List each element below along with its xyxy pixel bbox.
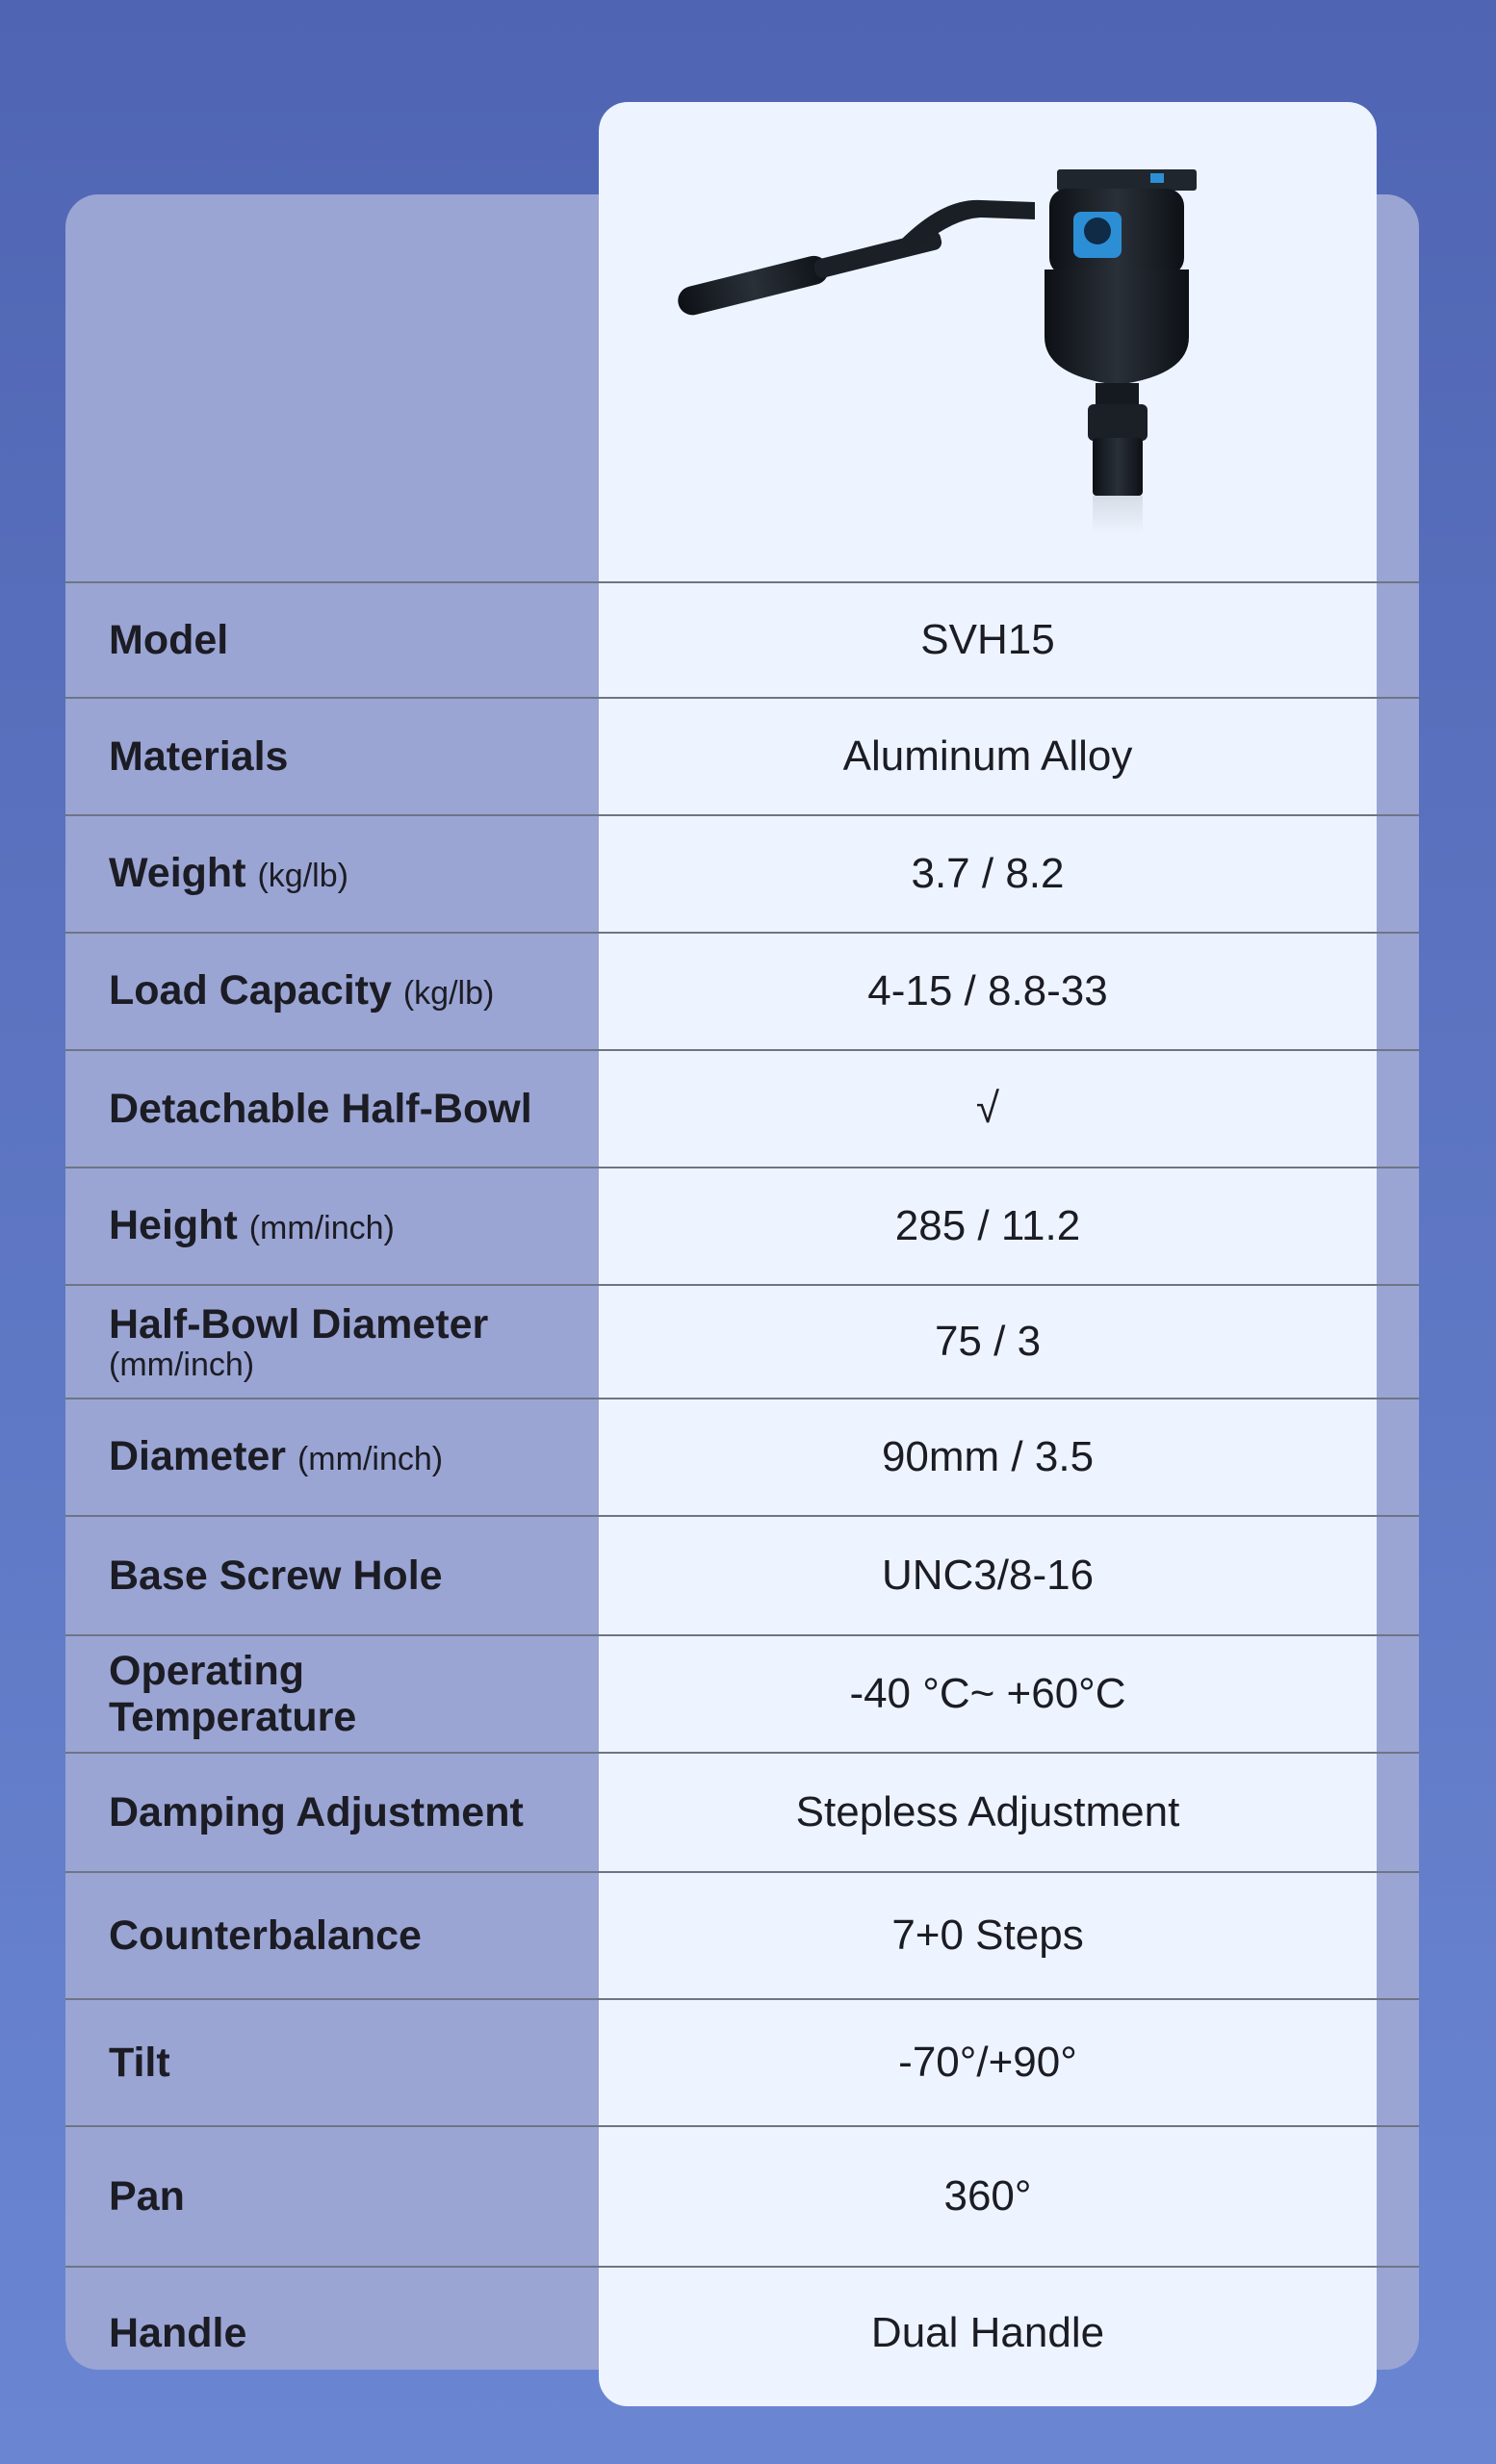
spec-row [65,2266,1419,2399]
spec-label [109,934,609,1049]
spec-label [109,1754,609,1871]
spec-row [65,1167,1419,1284]
spec-label [109,583,609,697]
spec-label [109,1286,609,1398]
spec-value: 90mm / 3.5 [881,1433,1095,1480]
spec-label-text: Pan [109,2173,185,2220]
spec-unit: (kg/lb) [257,857,348,894]
spec-label [109,1168,609,1284]
spec-label-text: Damping Adjustment [109,1789,524,1835]
spec-value: 7+0 Steps [891,1912,1084,1959]
spec-value: 3.7 / 8.2 [911,850,1065,897]
spec-label [109,1399,609,1515]
spec-label-text: Load Capacity [109,966,392,1014]
spec-label [109,699,609,814]
spec-label-text: Materials [109,733,289,780]
spec-label-text: Base Screw Hole [109,1553,443,1599]
spec-label-text: Detachable Half-Bowl [109,1086,532,1132]
spec-value: -40 °C~ +60°C [849,1670,1126,1717]
spec-value: UNC3/8-16 [881,1552,1095,1599]
spec-label-text: Height [109,1201,238,1248]
spec-value: 75 / 3 [934,1318,1042,1365]
spec-unit: (mm/inch) [297,1440,444,1477]
spec-row [65,1515,1419,1634]
spec-row [65,932,1419,1049]
spec-label-text: Diameter [109,1432,287,1479]
spec-label [109,2000,609,2125]
spec-row [65,2125,1419,2266]
spec-row [65,1998,1419,2125]
spec-unit: (kg/lb) [402,974,495,1012]
spec-label [109,1873,609,1998]
spec-row [65,1752,1419,1871]
spec-unit: (mm/inch) [109,1347,255,1383]
spec-label [109,2268,609,2399]
spec-value: 4-15 / 8.8-33 [867,967,1108,1014]
spec-label-text: Model [109,617,229,663]
spec-value: SVH15 [920,616,1055,663]
spec-label [109,816,609,932]
video-head-image [664,144,1223,568]
spec-label-text: Tilt [109,2040,170,2086]
spec-row [65,1398,1419,1515]
spec-value: 285 / 11.2 [894,1202,1081,1249]
spec-label [109,2127,609,2266]
spec-label [109,1636,609,1752]
spec-label-text: Half-Bowl Diameter [109,1301,489,1348]
spec-table [65,581,1419,2399]
spec-row [65,581,1419,697]
spec-label [109,1517,609,1634]
spec-value: Dual Handle [870,2309,1105,2356]
spec-value: -70°/+90° [898,2039,1077,2086]
spec-label-text: Operating Temperature [109,1648,357,1740]
spec-label-text: Weight [109,849,246,896]
spec-unit: (mm/inch) [248,1209,395,1246]
spec-row [65,697,1419,814]
spec-row [65,1284,1419,1398]
spec-value: Aluminum Alloy [842,732,1133,780]
spec-row [65,1871,1419,1998]
spec-label-text: Handle [109,2310,247,2356]
spec-label-text: Counterbalance [109,1912,422,1959]
spec-label [109,1051,609,1167]
spec-value: √ [975,1085,1000,1132]
spec-value: Stepless Adjustment [795,1788,1180,1835]
spec-value: 360° [943,2172,1032,2220]
spec-row [65,1634,1419,1752]
spec-row [65,1049,1419,1167]
spec-row [65,814,1419,932]
